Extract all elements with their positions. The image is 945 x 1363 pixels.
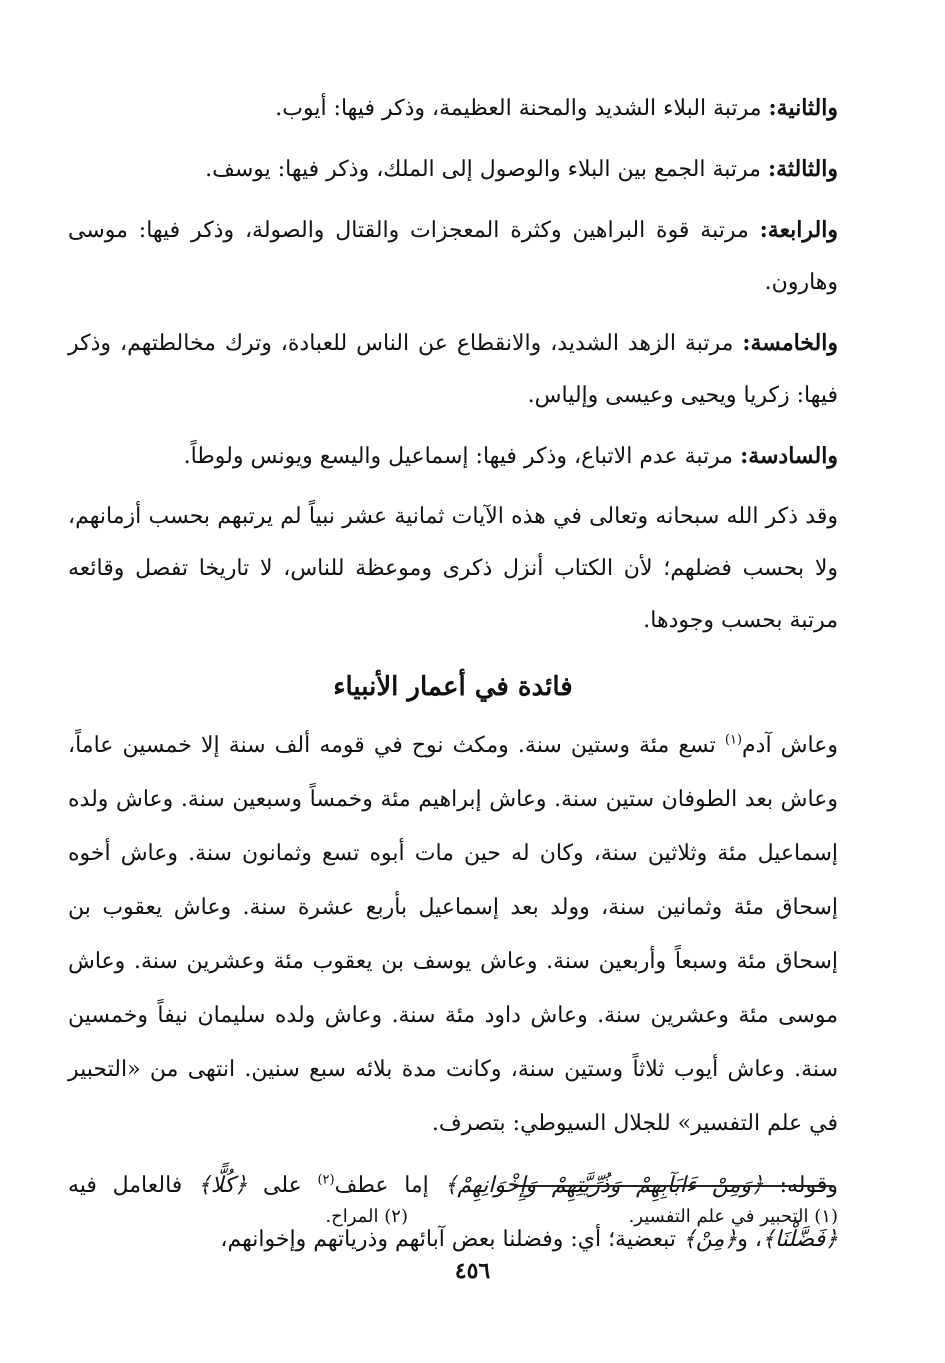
rank-second bbox=[68, 82, 838, 135]
rank-text: مرتبة عدم الاتباع، وذكر فيها: إسماعيل واليسع ويونس ولوطاً. bbox=[183, 444, 741, 469]
commentary-text: ، و bbox=[737, 1227, 762, 1252]
page-number: ٤٥٦ bbox=[454, 1258, 491, 1284]
quran-quote: ﴿فَضَّلْنَا﴾ bbox=[761, 1227, 838, 1252]
ages-text-rest: تسع مئة وستين سنة. ومكث نوح في قومه ألف سنة إلا خمسين عاماً، وعاش بعد الطوفان ستين سنة. وعاش إبراهيم مئة وخمساً وسبعين سنة. وعاش ولده إسماعيل مئة وثلاثين سنة، وكان له حين مات أبوه تسع وثمانون سنة. وعاش أخوه إسحاق مئة وثمانين سنة، وولد بعد إسماعيل بأربع عشرة سنة. وعاش يعقوب بن إسحاق مئة وسبعاً وأربعين سنة. وعاش يوسف بن يعقوب مئة وعشرين سنة. وعاش موسى مئة وعشرين سنة. وعاش داود مئة سنة. وعاش ولده سليمان نيفاً وخمسين سنة. وعاش أيوب ثلاثاً وستين سنة، وكانت مدة بلائه سبع سنين. انتهى من «التحبير في علم التفسير» للجلال السيوطي: بتصرف. bbox=[68, 733, 838, 1136]
rank-third bbox=[68, 143, 838, 196]
quran-quote: ﴿وَمِنْ ءَابَآبِهِمْ وَذُرِّيَّتِهِمْ وَإِخْوَانِهِمْ﴾ bbox=[444, 1173, 764, 1198]
footnote-1 bbox=[408, 1200, 838, 1234]
footnote-ref-2: (٢) bbox=[317, 1172, 335, 1188]
quran-quote: ﴿مِنْ﴾ bbox=[682, 1227, 738, 1252]
rank-text: مرتبة قوة البراهين وكثرة المعجزات والقتال والصولة، وذكر فيها: موسى وهارون. bbox=[68, 218, 838, 295]
footnote-ref-1: (١) bbox=[724, 732, 743, 748]
commentary-text: على bbox=[247, 1173, 318, 1198]
footnote-text: المراح. bbox=[325, 1206, 379, 1227]
page-body bbox=[68, 82, 838, 1267]
rank-fifth bbox=[68, 317, 838, 422]
rank-label: والسادسة: bbox=[740, 443, 838, 469]
commentary-text: تبعضية؛ أي: وفضلنا بعض آبائهم وذرياتهم وإخوانهم، bbox=[220, 1227, 683, 1252]
rank-sixth bbox=[68, 430, 838, 483]
footnote-number: (٢) bbox=[384, 1206, 408, 1227]
footnote-text: التحبير في علم التفسير. bbox=[628, 1206, 809, 1227]
footnotes bbox=[68, 1200, 838, 1234]
rank-label: والرابعة: bbox=[759, 217, 838, 243]
footnote-2 bbox=[325, 1200, 408, 1234]
commentary-text: فالعامل فيه bbox=[68, 1173, 198, 1198]
footnote-separator bbox=[514, 1185, 832, 1187]
footnote-number: (١) bbox=[814, 1206, 838, 1227]
commentary-text: وقوله: bbox=[763, 1173, 838, 1198]
rank-text: مرتبة الزهد الشديد، والانقطاع عن الناس للعبادة، وترك مخالطتهم، وذكر فيها: زكريا ويحيى وعيسى وإلياس. bbox=[68, 331, 838, 408]
quran-quote: ﴿كُلًّا﴾ bbox=[197, 1173, 248, 1198]
ages-paragraph bbox=[68, 719, 838, 1151]
ages-text-start: وعاش آدم bbox=[742, 733, 838, 758]
commentary-text: إما عطف bbox=[334, 1173, 445, 1198]
rank-label: والخامسة: bbox=[742, 330, 838, 356]
rank-text: مرتبة الجمع بين البلاء والوصول إلى الملك، وذكر فيها: يوسف. bbox=[205, 157, 768, 182]
rank-label: والثانية: bbox=[768, 95, 838, 121]
section-heading: فائدة في أعمار الأنبياء bbox=[333, 672, 573, 702]
intro-paragraph: وقد ذكر الله سبحانه وتعالى في هذه الآيات ثمانية عشر نبياً لم يرتبهم بحسب أزمانهم، ولا بحسب فضلهم؛ لأن الكتاب أنزل ذكرى وموعظة للناس، لا تاريخا تفصل وقائعه مرتبة بحسب وجودها. bbox=[68, 504, 838, 633]
rank-fourth bbox=[68, 204, 838, 309]
rank-label: والثالثة: bbox=[767, 156, 838, 182]
rank-text: مرتبة البلاء الشديد والمحنة العظيمة، وذكر فيها: أيوب. bbox=[275, 96, 769, 121]
